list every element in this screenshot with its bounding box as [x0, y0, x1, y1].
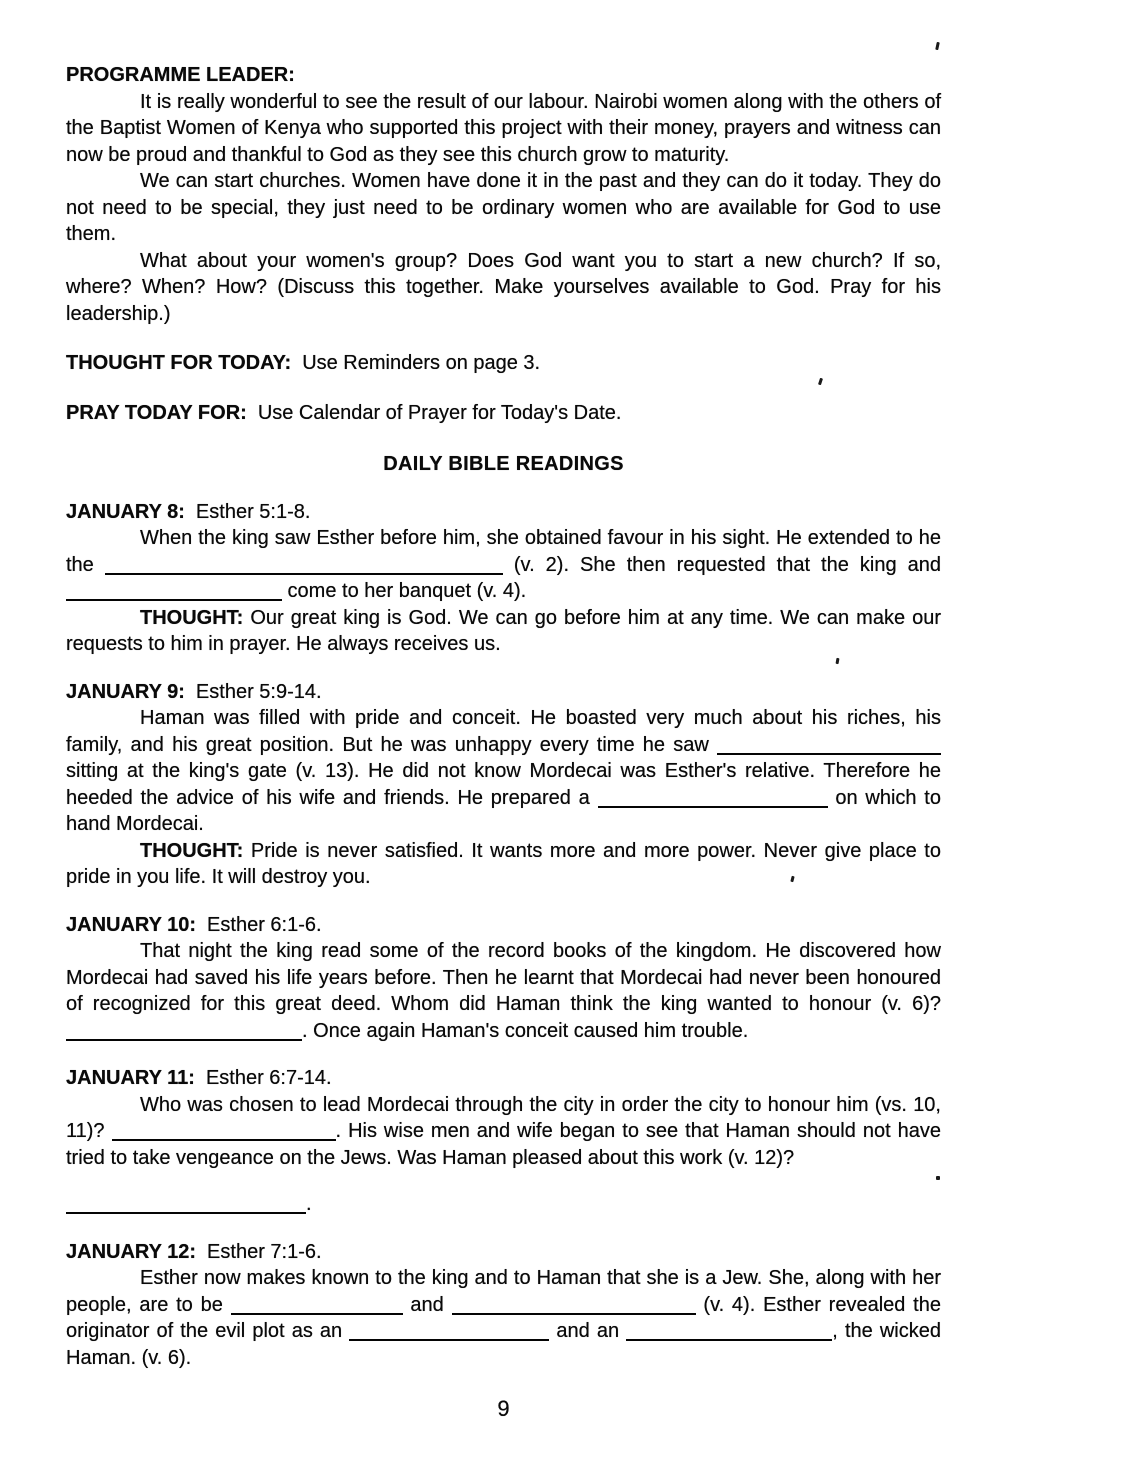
reading-text: (v. 2). She then requested that the king and	[502, 553, 942, 576]
reading-text: Who was chosen to lead Mordecai through the city in order the city to honour him (vs. 10, 11)?	[66, 1093, 941, 1142]
thought-label: THOUGHT:	[140, 839, 244, 862]
date-label: JANUARY 11:	[66, 1067, 195, 1089]
reading-text: Esther now makes known to the king and to Haman that she is a Jew. She, along with her people, are to be	[66, 1267, 941, 1316]
daily-bible-readings-title: DAILY BIBLE READINGS	[383, 453, 624, 475]
date-label: JANUARY 8:	[66, 500, 185, 523]
reading-paragraph	[66, 938, 941, 1044]
scripture-reference: Esther 6:1-6.	[207, 913, 322, 936]
fill-in-blank-line	[66, 594, 282, 601]
date-label: JANUARY 12:	[66, 1240, 197, 1263]
programme-leader-paragraph: We can start churches. Women have done it in the past and they can do it today. They do not need to be special, they just need to be ordinary women who are available for God to use them.	[66, 170, 941, 245]
scan-artifact	[935, 42, 940, 50]
fill-in-blank-line	[598, 801, 828, 808]
pray-today-for-line	[66, 400, 941, 427]
thought-paragraph	[66, 605, 941, 658]
scan-artifact	[936, 1176, 940, 1180]
reading-entry-january-10	[66, 912, 941, 1045]
answer-suffix: .	[306, 1193, 312, 1215]
reading-text: When the king saw Esther before him, she obtained favour in his sight. He extended to he the	[66, 527, 941, 576]
thought-for-today-line	[66, 350, 941, 377]
reading-text: . Once again Haman's conceit caused him trouble.	[302, 1019, 749, 1042]
reading-text: Haman was filled with pride and conceit. He boasted very much about his riches, his family, and his great position. But he was unhappy every time he saw	[66, 707, 941, 756]
answer-blank-line	[66, 1191, 941, 1218]
reading-paragraph	[66, 1092, 941, 1172]
reading-text: come to her banquet (v. 4).	[282, 580, 527, 602]
date-label: JANUARY 9:	[66, 680, 185, 703]
thought-text: Pride is never satisfied. It wants more and more power. Never give place to pride in you life. It will destroy you.	[66, 839, 941, 888]
reading-entry-january-11	[66, 1065, 941, 1218]
reading-text: . His wise men and wife began to see that Haman should not have tried to take vengeance on the Jews. Was Haman pleased about this work (v. 12)?	[66, 1120, 941, 1169]
fill-in-blank-line	[66, 1207, 306, 1214]
programme-leader-paragraph: What about your women's group? Does God want you to start a new church? If so, where? When? How? (Discuss this together. Make yourselves available to God. Pray for his leadership.)	[66, 249, 941, 325]
reading-text: and an	[549, 1320, 627, 1342]
fill-in-blank-line	[66, 1034, 302, 1041]
reading-entry-january-12	[66, 1239, 941, 1372]
pray-today-for-label: PRAY TODAY FOR:	[66, 401, 247, 424]
date-line	[66, 1239, 941, 1266]
thought-label: THOUGHT:	[140, 606, 244, 629]
date-label: JANUARY 10:	[66, 913, 197, 936]
page-number: 9	[497, 1396, 510, 1421]
programme-leader-paragraph: It is really wonderful to see the result of our labour. Nairobi women along with the others of the Baptist Women of Kenya who supported this project with their money, prayers and witness can now be proud and thankful to God as they see this church grow to maturity.	[66, 90, 941, 166]
reading-text: on which to hand Mordecai.	[66, 786, 941, 835]
fill-in-blank-line	[231, 1308, 403, 1315]
reading-paragraph	[66, 525, 941, 605]
programme-leader-section	[66, 62, 941, 327]
thought-paragraph	[66, 838, 941, 891]
fill-in-blank-line	[349, 1334, 549, 1341]
scan-artifact	[818, 378, 823, 386]
thought-text: Our great king is God. We can go before him at any time. We can make our requests to him in prayer. He always receives us.	[66, 606, 941, 655]
scripture-reference: Esther 5:9-14.	[195, 680, 322, 703]
scripture-reference: Esther 5:1-8.	[195, 500, 311, 523]
scripture-reference: Esther 7:1-6.	[207, 1240, 322, 1263]
date-line	[66, 1065, 941, 1092]
pray-today-for-text: Use Calendar of Prayer for Today's Date.	[257, 401, 622, 424]
scan-artifact	[836, 658, 840, 664]
fill-in-blank-line	[112, 1134, 336, 1141]
reading-text: , the wicked Haman. (v. 6).	[66, 1320, 941, 1369]
thought-for-today-label: THOUGHT FOR TODAY:	[66, 352, 292, 374]
reading-text: sitting at the king's gate (v. 13). He did not know Mordecai was Esther's relative. Therefore he heeded the advice of his wife and friends. He prepared a	[66, 760, 941, 809]
reading-entry-january-8	[66, 499, 941, 658]
reading-paragraph	[66, 1265, 941, 1371]
fill-in-blank-line	[452, 1308, 696, 1315]
programme-leader-heading: PROGRAMME LEADER:	[66, 64, 295, 86]
date-line	[66, 499, 941, 526]
date-line	[66, 912, 941, 939]
reading-text: and	[402, 1293, 452, 1316]
reading-paragraph	[66, 705, 941, 838]
fill-in-blank-line	[717, 748, 941, 755]
fill-in-blank-line	[105, 568, 503, 575]
reading-text: (v. 4). Esther revealed the originator of the evil plot as an	[66, 1293, 941, 1342]
scripture-reference: Esther 6:7-14.	[205, 1067, 332, 1089]
date-line	[66, 679, 941, 706]
fill-in-blank-line	[626, 1334, 832, 1341]
thought-for-today-text: Use Reminders on page 3.	[302, 352, 541, 374]
reading-text: That night the king read some of the record books of the kingdom. He discovered how Mordecai had saved his life years before. Then he learnt that Mordecai had never been honoured of recognized for this great deed. Whom did Haman think the king wanted to honour (v. 6)?	[66, 940, 941, 1015]
reading-entry-january-9	[66, 679, 941, 891]
